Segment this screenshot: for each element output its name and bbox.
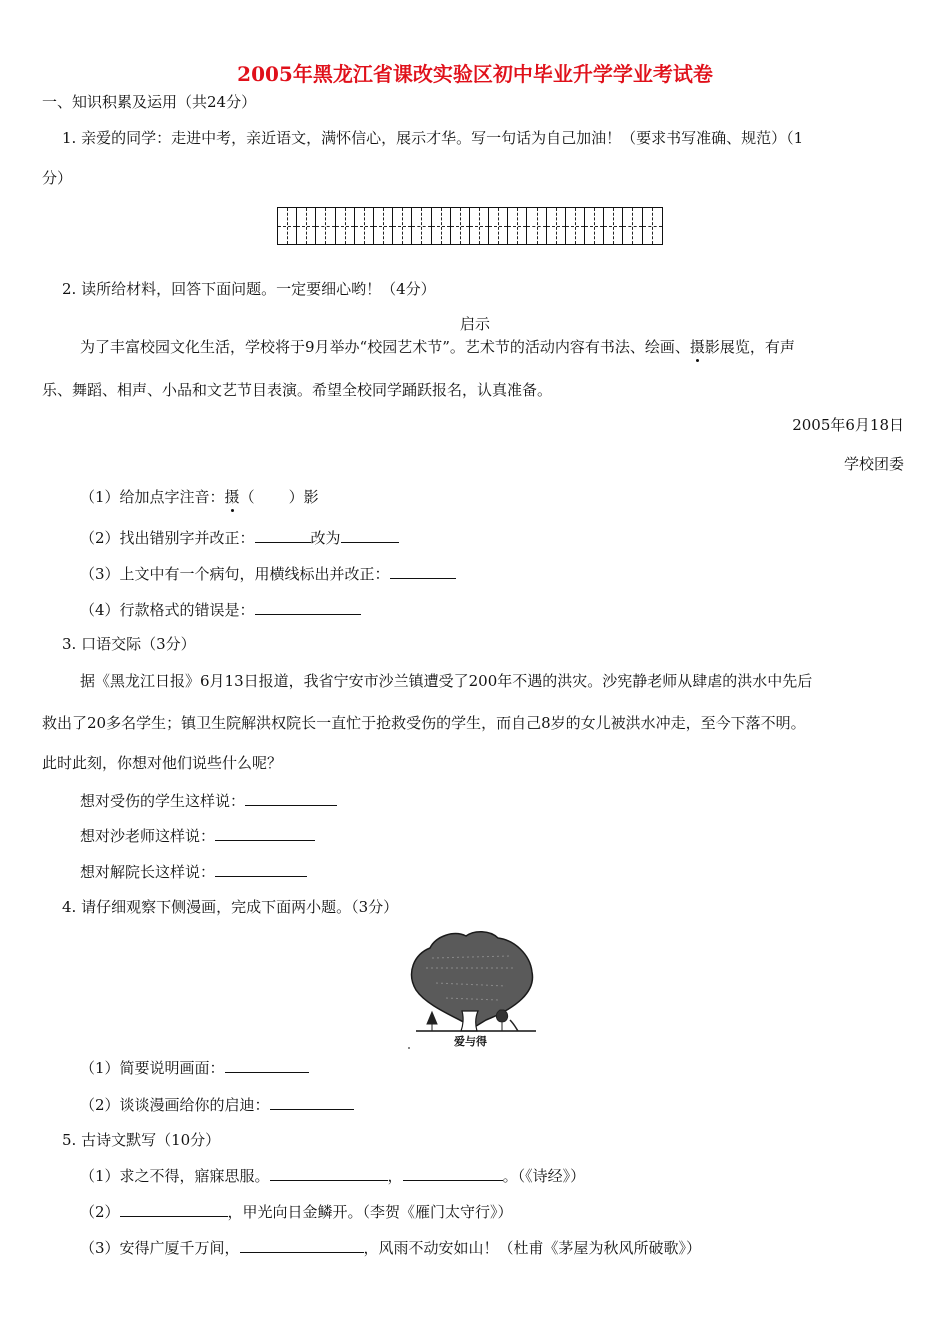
notice-date: 2005年6月18日 [792, 416, 904, 434]
cartoon-caption: 爱与得 [454, 1035, 487, 1048]
grid-cell[interactable] [643, 208, 662, 244]
answer-blank[interactable] [270, 1094, 354, 1110]
grid-cell[interactable] [489, 208, 508, 244]
q4-sub1: （1）简要说明画面： [80, 1057, 309, 1078]
q3-line3: 此时此刻，你想对他们说些什么呢？ [42, 754, 283, 772]
grid-cell[interactable] [623, 208, 642, 244]
q3-answer1: 想对受伤的学生这样说： [80, 790, 337, 811]
q3-answer2: 想对沙老师这样说： [80, 825, 315, 846]
small-tree-left [427, 1012, 437, 1031]
q2-sub4: （4）行款格式的错误是： [80, 599, 361, 620]
q2-sub1: （1）给加点字注音：摄（ ）影 [80, 488, 319, 506]
grid-cell[interactable] [278, 208, 297, 244]
answer-blank[interactable] [270, 1165, 388, 1181]
emphasis-dot-char: 摄 [224, 488, 240, 506]
answer-blank[interactable] [390, 563, 456, 579]
q3-line1: 据《黑龙江日报》6月13日报道，我省宁安市沙兰镇遭受了200年不遇的洪灾。沙宪静老师从肆虐的洪水中先后 [80, 672, 813, 690]
notice-title: 启示 [459, 315, 490, 333]
q3-heading: 3. 口语交际（3分） [62, 635, 196, 653]
emphasis-dot-char: 摄 [689, 338, 705, 356]
notice-signer: 学校团委 [843, 455, 904, 473]
grid-cell[interactable] [412, 208, 431, 244]
answer-blank[interactable] [255, 527, 311, 543]
grid-cell[interactable] [355, 208, 374, 244]
q5-heading: 5. 古诗文默写（10分） [62, 1131, 221, 1149]
answer-blank[interactable] [240, 1237, 364, 1253]
answer-blank[interactable] [341, 527, 399, 543]
q3-line2: 救出了20多名学生；镇卫生院解洪权院长一直忙于抢救受伤的学生，而自己8岁的女儿被洪水冲走，至今下落不明。 [42, 714, 806, 732]
answer-blank[interactable] [215, 825, 315, 841]
answer-blank[interactable] [215, 861, 307, 877]
exam-title: 2005年黑龙江省课改实验区初中毕业升学学业考试卷 [237, 62, 713, 86]
grid-cell[interactable] [432, 208, 451, 244]
writing-grid[interactable] [277, 207, 663, 245]
grid-cell[interactable] [451, 208, 470, 244]
q5-sub1: （1）求之不得，寤寐思服。 ， 。（《诗经》） [80, 1167, 586, 1185]
grid-cell[interactable] [374, 208, 393, 244]
q4-sub2: （2）谈谈漫画给你的启迪： [80, 1094, 354, 1115]
tree-trunk [461, 1011, 478, 1031]
grid-cell[interactable] [566, 208, 585, 244]
section-heading: 一、知识积累及运用（共24分） [42, 93, 257, 111]
grid-cell[interactable] [527, 208, 546, 244]
answer-blank[interactable] [245, 790, 337, 806]
grid-cell[interactable] [508, 208, 527, 244]
notice-body-line1: 为了丰富校园文化生活，学校将于9月举办“校园艺术节”。艺术节的活动内容有书法、绘画、摄影展览，有声 [80, 338, 795, 356]
answer-blank[interactable] [255, 599, 361, 615]
grid-cell[interactable] [297, 208, 316, 244]
notice-body-line2: 乐、舞蹈、相声、小品和文艺节目表演。希望全校同学踊跃报名，认真准备。 [42, 381, 553, 399]
grid-cell[interactable] [316, 208, 335, 244]
grid-cell[interactable] [604, 208, 623, 244]
q2-sub3: （3）上文中有一个病句，用横线标出并改正： [80, 563, 456, 584]
grid-cell[interactable] [547, 208, 566, 244]
q3-answer3: 想对解院长这样说： [80, 861, 307, 882]
grid-cell[interactable] [393, 208, 412, 244]
answer-blank[interactable] [120, 1201, 228, 1217]
q5-sub3: （3）安得广厦千万间， ，风雨不动安如山！（杜甫《茅屋为秋风所破歌》） [80, 1239, 702, 1257]
grid-cell[interactable] [336, 208, 355, 244]
q4-heading: 4. 请仔细观察下侧漫画，完成下面两小题。（3分） [62, 898, 399, 916]
q2-sub2: （2）找出错别字并改正： 改为 [80, 527, 399, 548]
q1-line2: 分） [42, 169, 73, 187]
q5-sub2: （2） ，甲光向日金鳞开。（李贺《雁门太守行》） [80, 1203, 513, 1221]
small-tree-right [496, 1010, 507, 1031]
grid-cell[interactable] [585, 208, 604, 244]
answer-blank[interactable] [225, 1057, 309, 1073]
q2-intro: 2. 读所给材料，回答下面问题。一定要细心哟！（4分） [62, 280, 436, 298]
grid-cell[interactable] [470, 208, 489, 244]
answer-blank[interactable] [403, 1165, 503, 1181]
q1-line1: 1. 亲爱的同学：走进中考，亲近语文，满怀信心，展示才华。写一句话为自己加油！（要求书写准确、规范）（1 [62, 129, 804, 147]
